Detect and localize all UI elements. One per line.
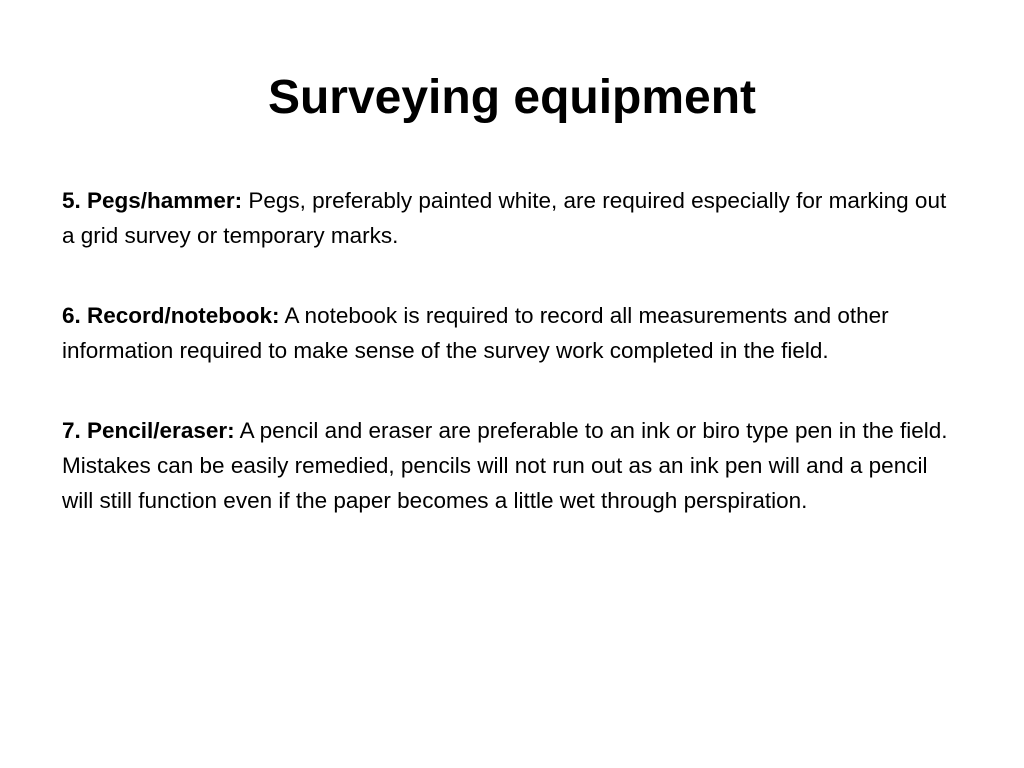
paragraph-record-notebook [62, 299, 962, 368]
slide-body [62, 184, 962, 564]
item-label: 7. Pencil/eraser: [62, 418, 235, 444]
paragraph-pencil-eraser [62, 414, 962, 518]
item-label: 6. Record/notebook: [62, 303, 280, 329]
item-text: Pegs, preferably painted white, are required especially for marking out a grid survey or temporary marks. [62, 188, 947, 248]
item-text: A pencil and eraser are preferable to an ink or biro type pen in the field. Mistakes can be easily remedied, pencils will not run out as an ink pen will and a pencil will still function even if the paper becomes a little wet through perspiration. [62, 418, 948, 513]
paragraph-pegs-hammer [62, 184, 962, 253]
slide-title: Surveying equipment [267, 71, 757, 124]
item-label: 5. Pegs/hammer: [62, 188, 243, 213]
item-text: A notebook is required to record all measurements and other information required to make sense of the survey work completed in the field. [62, 303, 889, 363]
